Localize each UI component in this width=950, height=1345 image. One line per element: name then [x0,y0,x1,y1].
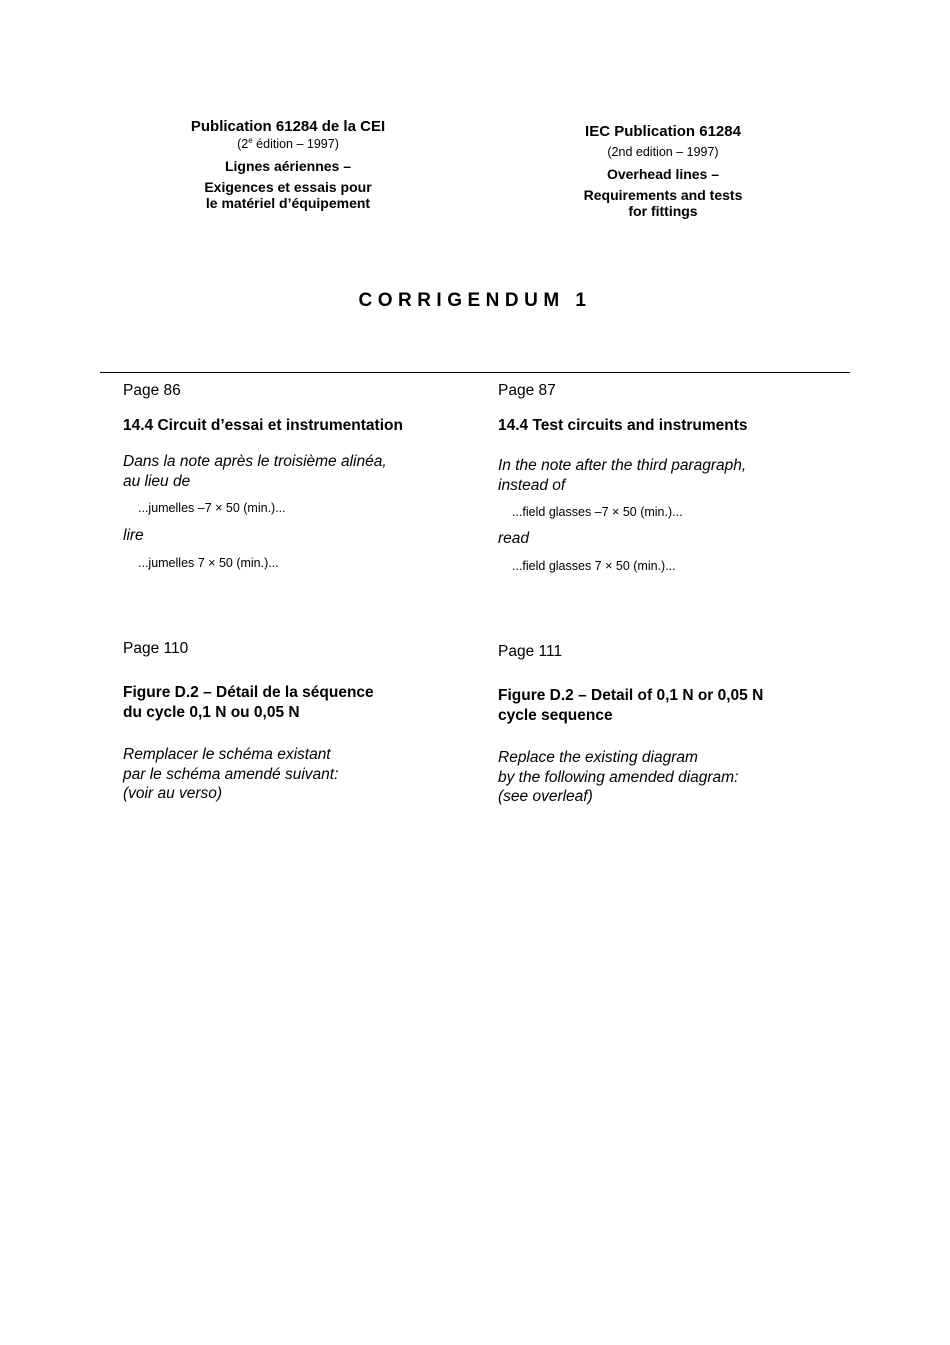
old-text-fr: ...jumelles –7 × 50 (min.)... [138,501,286,515]
header-en-subject-2: Requirements and tests [583,187,743,203]
page-label-fr-2: Page 110 [123,640,189,657]
header-fr-subject-3: le matériel d’équipement [205,195,371,212]
page-label-fr-1: Page 86 [123,382,181,399]
read-label-fr: lire [123,527,144,544]
instruction-en-2 [498,748,738,807]
section-heading-en-1: 14.4 Test circuits and instruments [498,417,748,434]
instruction-en-2-line-1: Replace the existing diagram [498,749,698,766]
section-heading-fr-1: 14.4 Circuit d’essai et instrumentation [123,417,403,434]
instruction-fr-1 [123,452,387,491]
divider [100,372,850,373]
header-fr-subject-2: Exigences et essais pour [204,179,372,196]
section-heading-fr-2-line-2: du cycle 0,1 N ou 0,05 N [123,703,300,721]
instruction-en-1-line-1: In the note after the third paragraph, [498,457,747,474]
instruction-fr-1-line-1: Dans la note après le troisième alinéa, [123,453,387,470]
page-label-en-2: Page 111 [498,643,563,660]
old-text-en: ...field glasses –7 × 50 (min.)... [512,505,683,519]
header-en [513,123,813,219]
header-en-title: IEC Publication 61284 [585,123,741,140]
header-fr [138,118,438,211]
new-text-fr: ...jumelles 7 × 50 (min.)... [138,556,279,570]
instruction-en-2-line-3: (see overleaf) [498,788,593,805]
document-title: CORRIGENDUM 1 [358,290,592,311]
section-heading-fr-2-line-1: Figure D.2 – Détail de la séquence [123,684,374,701]
instruction-en-2-line-2: by the following amended diagram: [498,768,739,786]
instruction-en-1-line-2: instead of [498,476,566,494]
instruction-fr-2-line-3: (voir au verso) [123,785,223,802]
header-fr-edition-post: édition – 1997) [252,137,339,152]
instruction-fr-1-line-2: au lieu de [123,472,191,490]
section-heading-en-2 [498,686,763,725]
instruction-en-1 [498,456,746,495]
section-heading-en-2-line-2: cycle sequence [498,706,613,724]
instruction-fr-2-line-1: Remplacer le schéma existant [123,746,331,763]
read-label-en: read [498,530,530,547]
header-fr-title: Publication 61284 de la CEI [190,118,386,135]
header-en-edition: (2nd edition – 1997) [607,145,719,159]
header-en-subject-3: for fittings [628,203,698,219]
header-fr-edition-sup: e [248,136,253,145]
page-label-en-1: Page 87 [498,382,556,399]
instruction-fr-2 [123,745,338,804]
header-fr-edition-pre: (2 [237,137,249,152]
instruction-fr-2-line-2: par le schéma amendé suivant: [123,765,339,783]
new-text-en: ...field glasses 7 × 50 (min.)... [512,559,676,573]
header-fr-subject-1: Lignes aériennes – [224,158,352,175]
header-fr-edition [138,136,438,151]
section-heading-fr-2 [123,683,374,722]
section-heading-en-2-line-1: Figure D.2 – Detail of 0,1 N or 0,05 N [498,687,764,704]
header-en-subject-1: Overhead lines – [606,166,720,182]
